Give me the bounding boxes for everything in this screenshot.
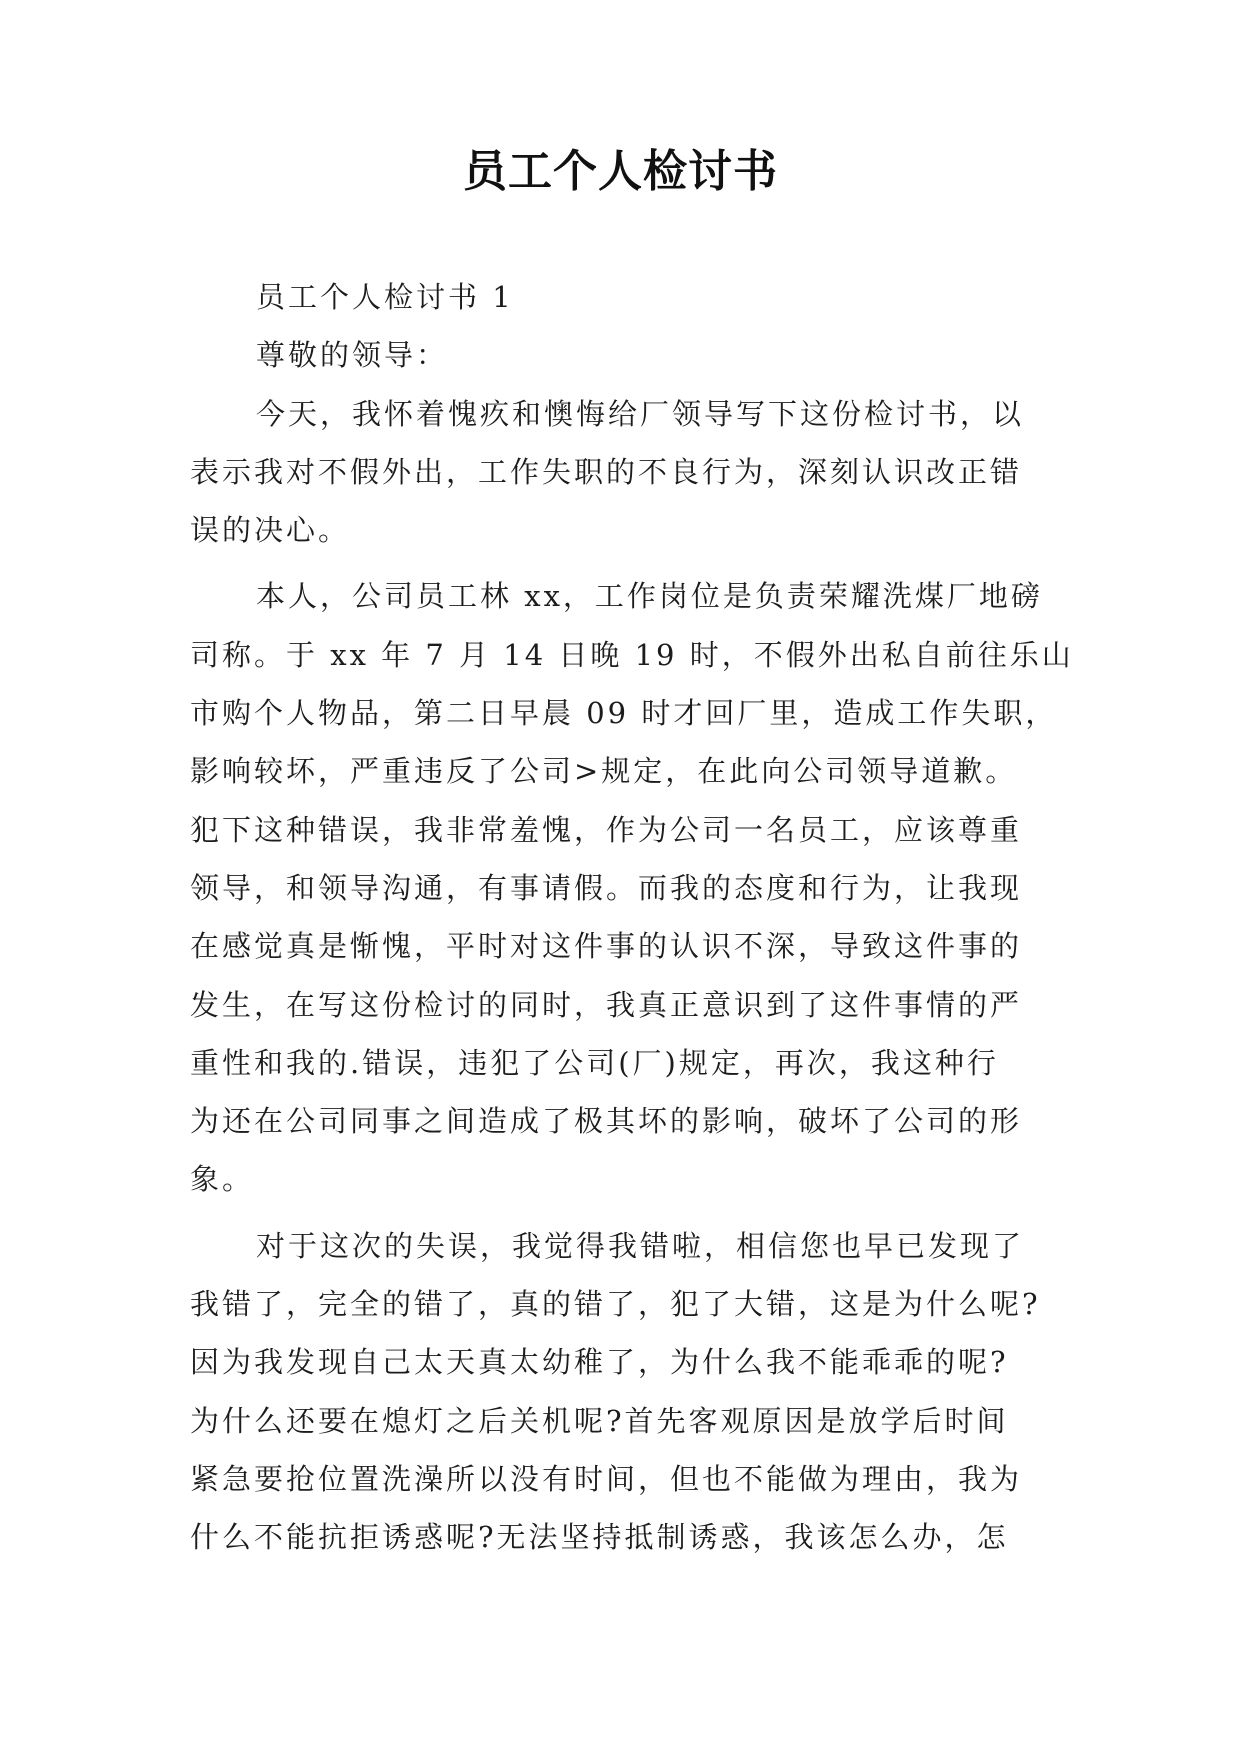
paragraph-line: 影响较坏，严重违反了公司>规定，在此向公司领导道歉。 [190, 754, 1018, 789]
paragraph-line: 犯下这种错误，我非常羞愧，作为公司一名员工，应该尊重 [190, 812, 1023, 847]
paragraph-line: 紧急要抢位置洗澡所以没有时间，但也不能做为理由，我为 [190, 1461, 1023, 1496]
paragraph-3 [190, 1217, 1050, 1567]
paragraph-line: 因为我发现自己太天真太幼稚了，为什么我不能乖乖的呢? [190, 1345, 1009, 1380]
document-body [190, 268, 1074, 1567]
paragraph-line: 在感觉真是惭愧，平时对这件事的认识不深，导致这件事的 [190, 929, 1023, 964]
paragraph-line: 误的决心。 [190, 513, 351, 548]
paragraph-line: 领导，和领导沟通，有事请假。而我的态度和行为，让我现 [190, 870, 1023, 905]
document-title: 员工个人检讨书 [463, 146, 778, 197]
paragraph-2 [190, 567, 1074, 1208]
paragraph-line: 对于这次的失误，我觉得我错啦，相信您也早已发现了 [256, 1228, 1025, 1263]
paragraph-line: 本人，公司员工林 xx，工作岗位是负责荣耀洗煤厂地磅 [256, 579, 1043, 614]
paragraph-line: 象。 [190, 1162, 255, 1197]
paragraph-1 [190, 385, 1050, 560]
paragraph-line: 为还在公司同事之间造成了极其坏的影响，破坏了公司的形 [190, 1104, 1023, 1139]
paragraph-line: 什么不能抗拒诱惑呢?无法坚持抵制诱惑，我该怎么办，怎 [190, 1520, 1009, 1555]
paragraph-line: 市购个人物品，第二日早晨 09 时才回厂里，造成工作失职， [190, 696, 1058, 731]
paragraph-spacer [190, 559, 1050, 567]
paragraph-line: 表示我对不假外出，工作失职的不良行为，深刻认识改正错 [190, 454, 1023, 489]
paragraph-line: 发生，在写这份检讨的同时，我真正意识到了这件事情的严 [190, 987, 1023, 1022]
paragraph-line: 为什么还要在熄灯之后关机呢?首先客观原因是放学后时间 [190, 1403, 1009, 1438]
paragraph-spacer [190, 1209, 1050, 1217]
salutation: 尊敬的领导： [256, 338, 449, 373]
paragraph-line: 重性和我的.错误，违犯了公司(厂)规定，再次，我这种行 [190, 1045, 999, 1080]
document-subtitle: 员工个人检讨书 1 [256, 280, 514, 314]
paragraph-line: 司称。于 xx 年 7 月 14 日晚 19 时，不假外出私自前往乐山 [190, 637, 1074, 672]
paragraph-line: 我错了，完全的错了，真的错了，犯了大错，这是为什么呢? [190, 1287, 1041, 1322]
paragraph-line: 今天，我怀着愧疚和懊悔给厂领导写下这份检讨书，以 [256, 396, 1025, 431]
